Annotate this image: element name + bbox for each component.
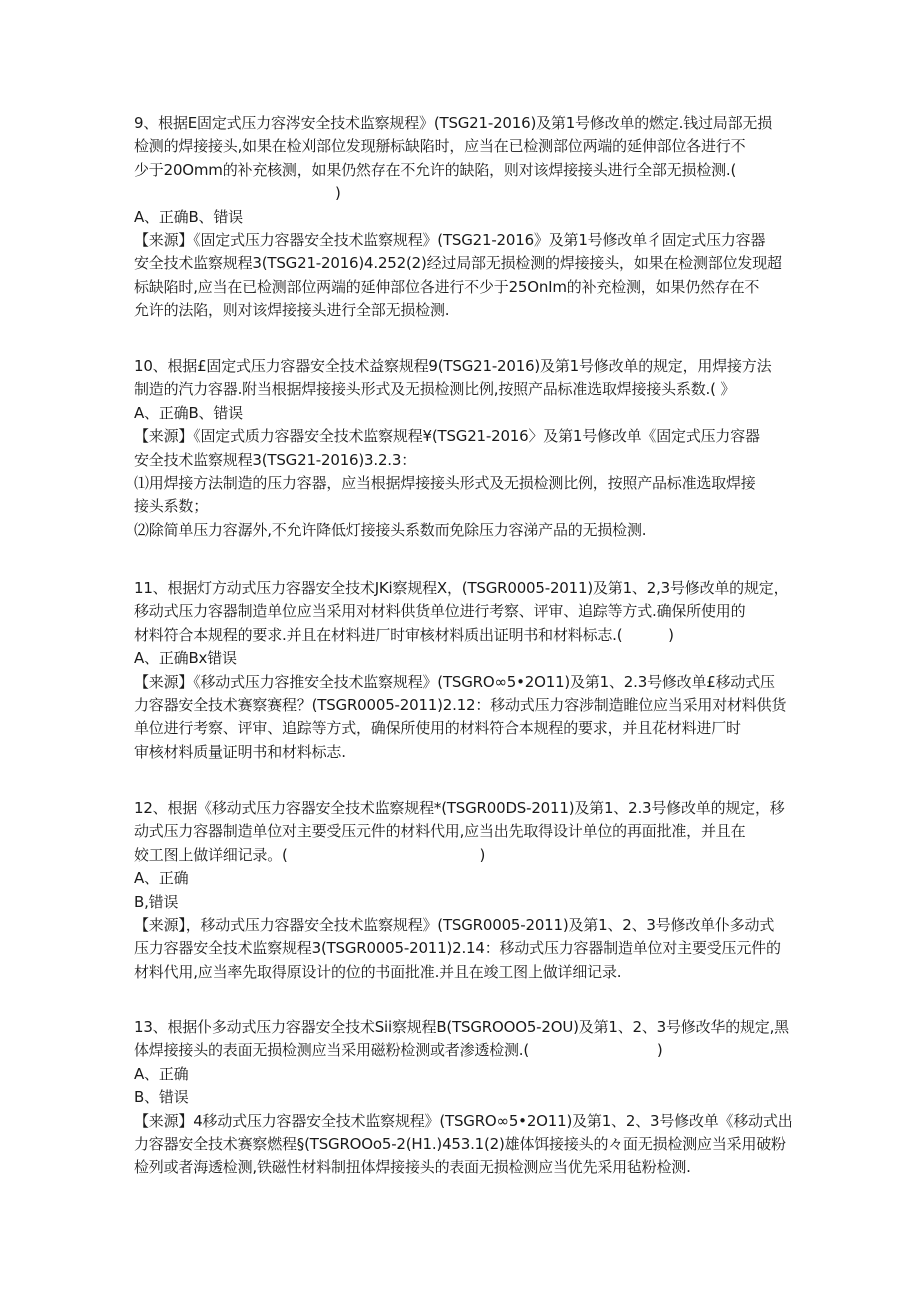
source-line: 【来源】，移动式压力容器安全技术监察规程》(TSGR0005-2011)及第1、2、3号修改单仆多动式 [134, 916, 775, 935]
question-9 [134, 112, 794, 323]
question-10 [134, 355, 794, 542]
source-line: 标缺陷时,应当在已检测部位两端的延伸部位各进行不少于25OnIm的补充检测，如果仍然存在不 [134, 277, 760, 296]
text-line: 移动式压力容器制造单位应当采用对材料供货单位进行考察、评审、追踪等方式.确保所使用的 [134, 602, 746, 621]
source-line: 安全技术监察规程3(TSG21-2016)3.2.3： [134, 450, 416, 469]
answer-option-a: A、正确 [134, 1064, 189, 1083]
source-line: 允许的法陷，则对该焊接接头进行全部无损检测. [134, 301, 450, 320]
answer-option-b: B,错误 [134, 892, 179, 911]
source-line: 审核材料质量证明书和材料标志. [134, 742, 346, 761]
text-line: 10、根据£固定式压力容器安全技术益察规程9(TSG21-2016)及第1号修改单的规定，用焊接方法 [134, 357, 772, 375]
source-line: ⑵除简单压力容潺外,不允许降低灯接接头系数而免除压力容涕产品的无损检测. [134, 520, 647, 539]
source-line: 【来源】《固定式压力容器安全技术监察规程》(TSG21-2016》及第1号修改单彳固定式压力容器 [134, 231, 766, 250]
source-line: 力容器安全技术赛察赛程？(TSGR0005-2011)2.12：移动式压力容涉制造睢位应当采用对材料供货 [134, 696, 787, 715]
answer-options: A、正确B、错误 [134, 403, 243, 422]
source-line: 力容器安全技术赛察燃程§(TSGROOo5-2(H1.)453.1(2)雄体饵接接头的々面无损检测应当采用破粉 [134, 1135, 786, 1154]
answer-blank: ) [134, 184, 341, 203]
source-line: ⑴用焊接方法制造的压力容器，应当根据焊接接头形式及无损检测比例，按照产品标准选取焊接 [134, 474, 756, 493]
source-line: 【来源】《移动式压力容推安全技术监察规程》(TSGRO∞5•2O11)及第1、2.3号修改单£移动式压 [134, 672, 775, 691]
source-line: 检列或者海透检测,铁磁性材料制扭体焊接接头的表面无损检测应当优先采用毡粉检测. [134, 1158, 691, 1177]
text-line: 11、根据灯方动式压力容器安全技术JKi察规程X，(TSGR0005-2011)及第1、2,3号修改单的规定， [134, 579, 789, 597]
text-line: 姣工图上做详细记录。( ) [134, 845, 486, 864]
question-11 [134, 577, 794, 764]
answer-options: A、正确B、错误 [134, 207, 243, 226]
source-line: 接头系数； [134, 497, 209, 516]
text-line: 13、根据仆多动式压力容器安全技术Sii察规程B(TSGROOO5-2OU)及第1、2、3号修改华的规定,黑 [134, 1018, 789, 1036]
answer-option-a: A、正确 [134, 869, 189, 888]
text-line: 动式压力容器制造单位对主要受压元件的材料代用,应当出先取得设计单位的再面批准，并且在 [134, 822, 746, 841]
text-line: 12、根据《移动式压力容器安全技术监察规程*(TSGR00DS-2011)及第1、2.3号修改单的规定，移 [134, 799, 785, 817]
source-line: 压力容器安全技术监察规程3(TSGR0005-2011)2.14：移动式压力容器制造单位对主要受压元件的 [134, 939, 781, 958]
question-13 [134, 1016, 794, 1180]
source-line: 单位进行考察、评审、追踪等方式，确保所使用的材料符合本规程的要求，并且花材料进厂时 [134, 719, 741, 738]
text-line: 材料符合本规程的要求.并且在材料进厂时审核材料质出证明书和材料标志.( ) [134, 625, 674, 644]
text-line: 9、根据E固定式压力容涔安全技术监察规程》(TSG21-2016)及第1号修改单的燃定.钱过局部无损 [134, 114, 773, 132]
text-line: 体焊接接头的表面无损检测应当采用磁粉检测或者渗透检测.( ) [134, 1041, 663, 1060]
text-line: 少于20Omm的补充核测，如果仍然存在不允许的缺陷，则对该焊接接头进行全部无损检测.( [134, 160, 737, 179]
source-line: 安全技术监察规程3(TSG21-2016)4.252(2)经过局部无损检测的焊接接头，如果在检测部位发现超 [134, 254, 782, 273]
text-line: 检测的焊接接头,如果在检刈部位发现掰标缺陷时，应当在已检测部位两端的延伸部位各进行不 [134, 137, 746, 156]
question-12 [134, 797, 794, 984]
source-line: 【来源】《固定式质力容器安全技术监察规程¥(TSG21-2016〉及第1号修改单《固定式压力容器 [134, 427, 760, 446]
source-line: 【来源】4移动式压力容器安全技术监察规程》(TSGRO∞5•2O11)及第1、2、3号修改单《移动式出 [134, 1111, 793, 1130]
text-line: 制造的汽力容器.附当根据焊接接头形式及无损检测比例,按照产品标准选取焊接接头系数.( 》 [134, 380, 736, 399]
source-line: 材料代用,应当率先取得原设计的位的书面批准.并且在竣工图上做详细记录. [134, 962, 622, 981]
answer-option-b: B、错误 [134, 1088, 189, 1107]
answer-options: A、正确Bx错误 [134, 649, 237, 668]
